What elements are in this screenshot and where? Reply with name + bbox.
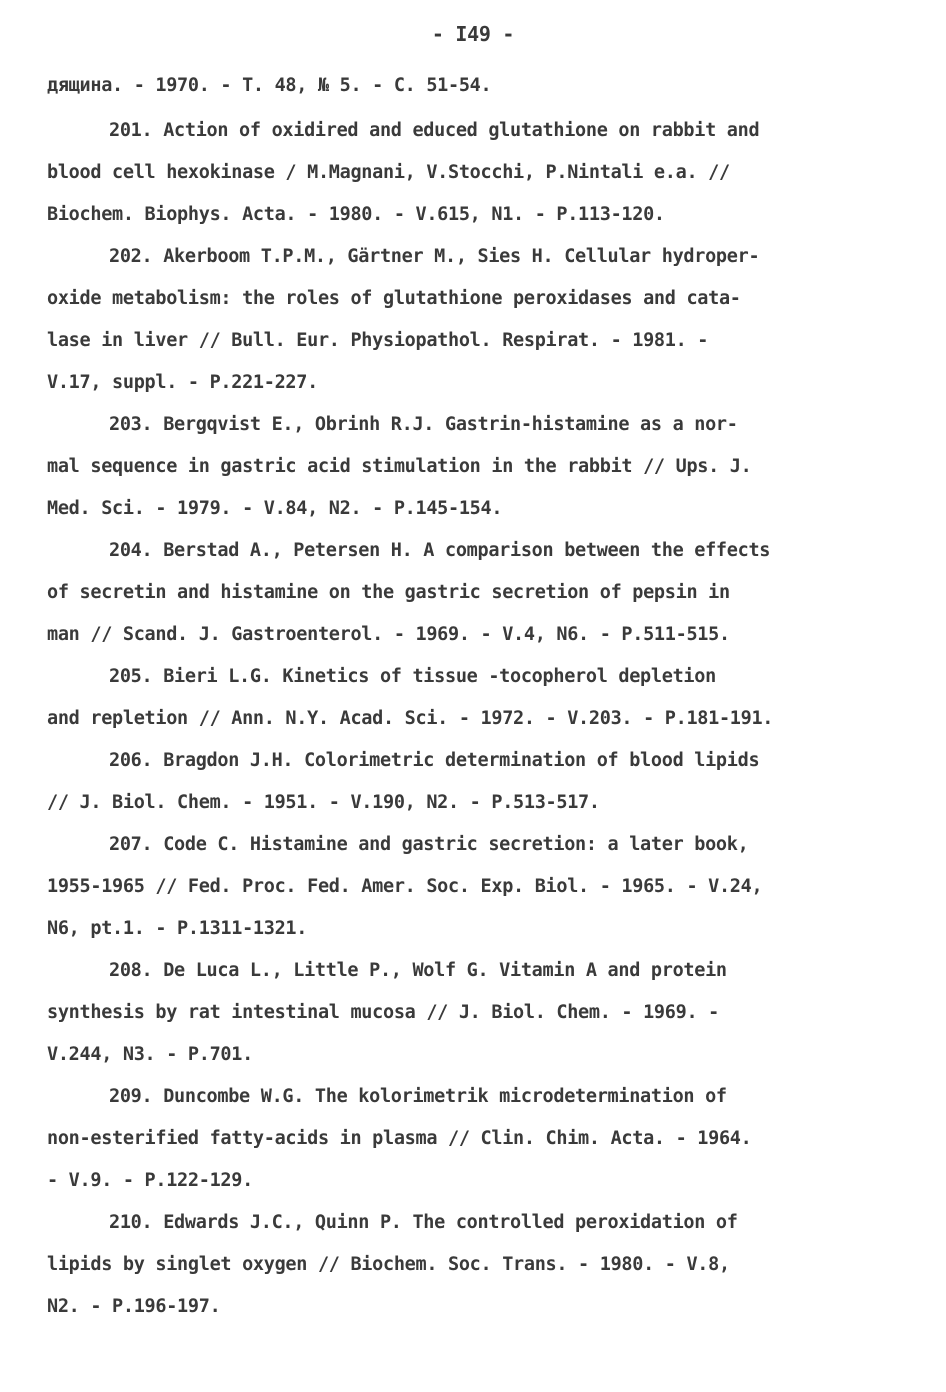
reference-209-line-3: - V.9. - P.122-129. bbox=[47, 1170, 253, 1191]
reference-208-line-2: synthesis by rat intestinal mucosa // J. Biol. Chem. - 1969. - bbox=[47, 1002, 719, 1023]
reference-208-line-3: V.244, N3. - P.701. bbox=[47, 1044, 253, 1065]
reference-203-line-2: mal sequence in gastric acid stimulation in the rabbit // Ups. J. bbox=[47, 456, 752, 477]
reference-203-line-3: Med. Sci. - 1979. - V.84, N2. - P.145-154. bbox=[47, 498, 503, 519]
reference-204-line-1: 204. Berstad A., Petersen H. A comparison between the effects bbox=[109, 540, 771, 561]
text-line: дящина. - 1970. - Т. 48, № 5. - С. 51-54. bbox=[47, 75, 492, 96]
reference-201-line-2: blood cell hexokinase / M.Magnani, V.Stocchi, P.Nintali e.a. // bbox=[47, 162, 730, 183]
reference-207-line-2: 1955-1965 // Fed. Proc. Fed. Amer. Soc. Exp. Biol. - 1965. - V.24, bbox=[47, 876, 763, 897]
reference-206-line-1: 206. Bragdon J.H. Colorimetric determination of blood lipids bbox=[109, 750, 760, 771]
reference-204-line-3: man // Scand. J. Gastroenterol. - 1969. - V.4, N6. - P.511-515. bbox=[47, 624, 730, 645]
page-number: - I49 - bbox=[431, 22, 515, 46]
reference-207-line-3: N6, pt.1. - P.1311-1321. bbox=[47, 918, 308, 939]
reference-210-line-3: N2. - P.196-197. bbox=[47, 1296, 221, 1317]
reference-204-line-2: of secretin and histamine on the gastric secretion of pepsin in bbox=[47, 582, 730, 603]
reference-209-line-1: 209. Duncombe W.G. The kolorimetrik microdetermination of bbox=[109, 1086, 727, 1107]
reference-205-line-2: and repletion // Ann. N.Y. Acad. Sci. - 1972. - V.203. - P.181-191. bbox=[47, 708, 774, 729]
reference-210-line-2: lipids by singlet oxygen // Biochem. Soc. Trans. - 1980. - V.8, bbox=[47, 1254, 730, 1275]
reference-202-line-1: 202. Akerboom T.P.M., Gärtner M., Sies H. Cellular hydroper- bbox=[109, 246, 760, 267]
reference-205-line-1: 205. Bieri L.G. Kinetics of tissue -tocopherol depletion bbox=[109, 666, 716, 687]
reference-202-line-2: oxide metabolism: the roles of glutathione peroxidases and cata- bbox=[47, 288, 741, 309]
reference-202-line-3: lase in liver // Bull. Eur. Physiopathol. Respirat. - 1981. - bbox=[47, 330, 709, 351]
reference-202-line-4: V.17, suppl. - P.221-227. bbox=[47, 372, 318, 393]
reference-207-line-1: 207. Code C. Histamine and gastric secretion: a later book, bbox=[109, 834, 749, 855]
reference-210-line-1: 210. Edwards J.C., Quinn P. The controlled peroxidation of bbox=[109, 1212, 738, 1233]
reference-209-line-2: non-esterified fatty-acids in plasma // Clin. Chim. Acta. - 1964. bbox=[47, 1128, 752, 1149]
reference-208-line-1: 208. De Luca L., Little P., Wolf G. Vitamin A and protein bbox=[109, 960, 727, 981]
reference-203-line-1: 203. Bergqvist E., Obrinh R.J. Gastrin-histamine as a nor- bbox=[109, 414, 738, 435]
reference-201-line-3: Biochem. Biophys. Acta. - 1980. - V.615, N1. - P.113-120. bbox=[47, 204, 665, 225]
reference-206-line-2: // J. Biol. Chem. - 1951. - V.190, N2. - P.513-517. bbox=[47, 792, 600, 813]
reference-201-line-1: 201. Action of oxidired and educed glutathione on rabbit and bbox=[109, 120, 760, 141]
